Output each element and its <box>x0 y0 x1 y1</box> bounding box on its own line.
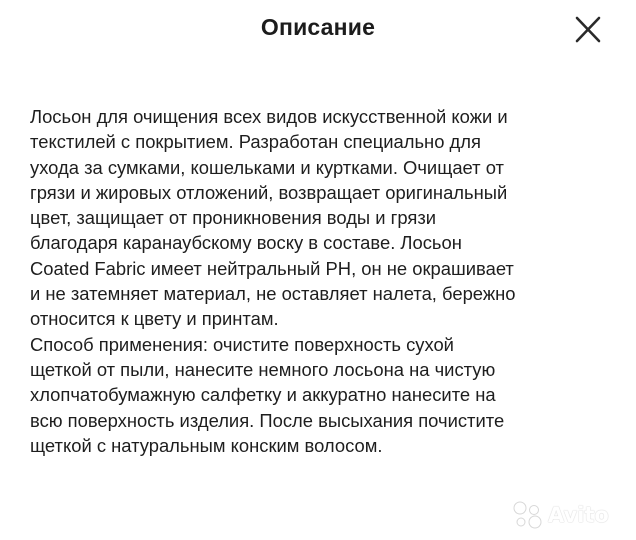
avito-watermark <box>510 500 628 530</box>
usage-instructions-text: Способ применения: очистите поверхность сухой щеткой от пыли, нанесите немного лосьона на чистую хлопчатобумажную салфетку и аккуратно нанесите на всю поверхность изделия. После высыхания почистите щеткой с натуральным конским волосом. <box>30 333 505 456</box>
watermark-text: Avito <box>548 503 609 527</box>
modal-header <box>0 0 636 62</box>
description-text: Лосьон для очищения всех видов искусственной кожи и текстилей с покрытием. Разработан специально для ухода за сумками, кошельками и куртками. Очищает от грязи и жировых отложений, возвращает оригинальный цвет, защищает от проникновения воды и грязи благодаря каранаубскому воску в составе. Лосьон Coated Fabric имеет нейтральный PH, он не окрашивает и не затемняет материал, не оставляет налета, бережно относится к цвету и принтам. <box>30 106 516 330</box>
close-icon <box>570 12 606 48</box>
description-body <box>30 104 620 458</box>
avito-logo-icon <box>510 500 546 530</box>
close-button[interactable] <box>570 12 606 48</box>
modal-title: Описание <box>260 14 376 40</box>
